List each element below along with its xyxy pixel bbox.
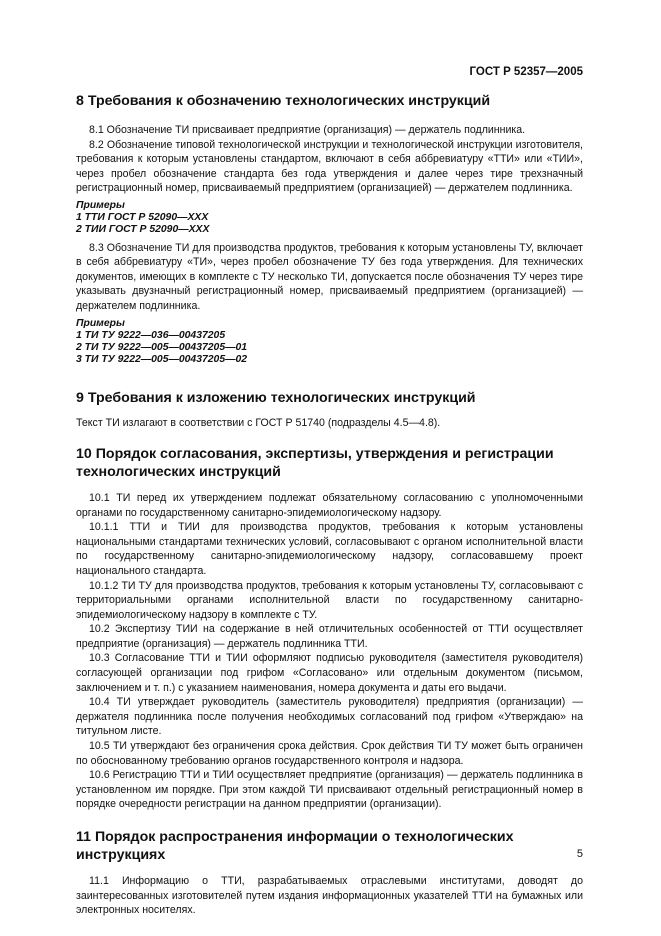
examples-heading: Примеры [76, 317, 125, 329]
section-8-title: 8 Требования к обозначению технологических инструкций [76, 93, 491, 109]
paragraph-8-3: 8.3 Обозначение ТИ для производства продуктов, требования к которым установлены ТУ, включает в себя аббревиатуру «ТИ», через пробел обозначение ТУ без года утверждения. Для технических документов, имеющих в комплекте с ТУ несколько ТИ, допускается после обозначения ТУ через тире указывать двузначный регистрационный номер, присваиваемый предприятием (организацией) — держателем подлинника. [76, 241, 583, 312]
paragraph-10-4: 10.4 ТИ утверждает руководитель (заместитель руководителя) предприятия (организации) — держателя подлинника после получения необходимых согласований под грифом «Утверждаю» на титульном листе. [76, 696, 583, 738]
paragraph-8-1: 8.1 Обозначение ТИ присваивает предприятие (организация) — держатель подлинника. [89, 124, 526, 136]
paragraph-10-1-2: 10.1.2 ТИ ТУ для производства продуктов, требования к которым установлены ТУ, согласовывают с территориальными органами исполнительной власти по государственному санитарно-эпидемиологическому надзору в комплекте с ТУ. [76, 579, 583, 621]
section-10-title: 10 Порядок согласования, экспертизы, утверждения и регистрации технологических инструкций [76, 445, 554, 480]
example-line: 3 ТИ ТУ 9222—005—00437205—02 [76, 354, 248, 366]
section-9-title: 9 Требования к изложению технологических инструкций [76, 390, 476, 407]
paragraph-10-2: 10.2 Экспертизу ТИИ на содержание в ней отличительных особенностей от ТТИ осуществляет предприятие (организация) — держатель подлинника ТТИ. [76, 623, 583, 650]
section-11-title: 11 Порядок распространения информации о технологических инструкциях [76, 829, 514, 864]
example-line: 2 ТИ ТУ 9222—005—00437205—01 [76, 341, 248, 353]
example-line: 1 ТТИ ГОСТ Р 52090—ХХХ [76, 212, 209, 224]
paragraph-10-5: 10.5 ТИ утверждают без ограничения срока действия. Срок действия ТИ ТУ может быть ограничен по обоснованному требованию органов государственного контроля и надзора. [76, 740, 583, 767]
paragraph-11-1: 11.1 Информацию о ТТИ, разрабатываемых отраслевыми институтами, доводят до заинтересованных изготовителей путем издания информационных указателей ТТИ на бумажных или электронных носителях. [76, 875, 583, 917]
paragraph-10-3: 10.3 Согласование ТТИ и ТИИ оформляют подписью руководителя (заместителя руководителя) согласующей организации под грифом «Согласовано» или отдельным документом (письмом, заключением и т. п.) с указанием наименования, номера документа и даты его выдачи. [76, 652, 583, 694]
paragraph-10-1: 10.1 ТИ перед их утверждением подлежат обязательному согласованию с уполномоченными органами по государственному санитарно-эпидемиологическому надзору. [76, 491, 583, 519]
paragraph-8-2: 8.2 Обозначение типовой технологической инструкции и технологической инструкции изготовителя, требования к которым установлены стандартом, включают в себя аббревиатуру «ТТИ» или «ТИИ», через пробел обозначение стандарта без года утверждения и далее через тире трехзначный регистрационный номер, присваиваемый предприятием (организацией) — держателем подлинника. [76, 138, 583, 195]
paragraph-9: Текст ТИ излагают в соответствии с ГОСТ Р 51740 (подразделы 4.5—4.8). [76, 417, 441, 430]
paragraph-10-1-1: 10.1.1 ТТИ и ТИИ для производства продуктов, требования к которым установлены национальными стандартами технических условий, согласовывают с органом исполнительной власти по государственному санитарно-эпидемиологическому надзору, согласовавшему проект национального стандарта. [76, 521, 583, 577]
examples-block-1 [76, 200, 583, 237]
document-id: ГОСТ Р 52357—2005 [469, 66, 583, 78]
example-line: 1 ТИ ТУ 9222—036—00437205 [76, 329, 226, 341]
example-line: 2 ТИИ ГОСТ Р 52090—ХХХ [76, 224, 210, 236]
paragraph-10-6: 10.6 Регистрацию ТТИ и ТИИ осуществляет предприятие (организация) — держатель подлинника в установленном им порядке. При этом каждой ТИ присваивают отдельный регистрационный номер в порядке очередности регистрации на данном предприятии (организации). [76, 769, 583, 811]
page-number: 5 [576, 848, 583, 860]
examples-heading: Примеры [76, 199, 125, 211]
page-content [76, 92, 583, 918]
examples-block-2 [76, 318, 583, 367]
